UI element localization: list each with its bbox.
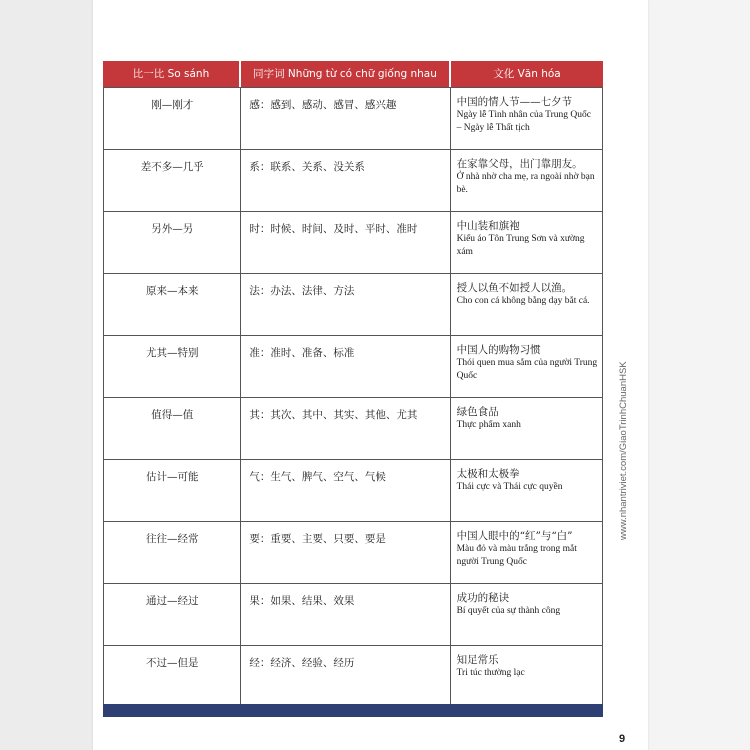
compare-cell: 差不多—几乎 xyxy=(104,150,241,211)
culture-cell xyxy=(451,88,602,149)
compare-cell: 往往—经常 xyxy=(104,522,241,583)
footer-bar xyxy=(103,704,603,717)
culture-cell xyxy=(451,584,602,645)
table-row xyxy=(104,149,602,211)
words-cell: 法：办法、法律、方法 xyxy=(241,274,450,335)
culture-vn: Kiểu áo Tôn Trung Sơn và xường xám xyxy=(456,234,585,257)
culture-cell xyxy=(451,646,602,707)
compare-cell: 通过—经过 xyxy=(104,584,241,645)
culture-vn: Bí quyết của sự thành công xyxy=(456,606,561,616)
culture-cn: 中国人眼中的“红”与“白” xyxy=(456,530,573,542)
culture-cn: 知足常乐 xyxy=(456,654,499,666)
culture-cn: 太极和太极拳 xyxy=(456,468,520,480)
words-cell: 其：其次、其中、其实、其他、尤其 xyxy=(241,398,450,459)
words-cell: 时：时候、时间、及时、平时、准时 xyxy=(241,212,450,273)
compare-cell: 另外—另 xyxy=(104,212,241,273)
words-cell: 经：经济、经验、经历 xyxy=(241,646,450,707)
culture-cn: 中山装和旗袍 xyxy=(456,220,520,232)
culture-cn: 授人以鱼不如授人以渔。 xyxy=(456,282,573,294)
culture-vn: Màu đỏ và màu trắng trong mắt người Trung Quốc xyxy=(456,544,577,567)
table-row xyxy=(104,645,602,707)
compare-cell: 估计—可能 xyxy=(104,460,241,521)
table-row xyxy=(104,273,602,335)
culture-cn: 在家靠父母，出门靠朋友。 xyxy=(456,158,583,170)
compare-cell: 不过—但是 xyxy=(104,646,241,707)
page-edge xyxy=(648,0,750,750)
book-page xyxy=(93,0,648,750)
words-cell: 感：感到、感动、感冒、感兴趣 xyxy=(241,88,450,149)
table-body xyxy=(103,87,603,708)
compare-cell: 刚—刚才 xyxy=(104,88,241,149)
vocab-table xyxy=(103,61,603,708)
culture-vn: Cho con cá không bằng dạy bắt cá. xyxy=(456,296,590,306)
culture-vn: Ngày lễ Tình nhân của Trung Quốc – Ngày lễ Thất tịch xyxy=(456,110,591,133)
culture-vn: Thái cực và Thái cực quyền xyxy=(456,482,563,492)
header-compare: 比一比 So sánh xyxy=(103,61,239,87)
words-cell: 气：生气、脾气、空气、气候 xyxy=(241,460,450,521)
compare-cell: 尤其—特别 xyxy=(104,336,241,397)
table-row xyxy=(104,335,602,397)
header-culture: 文化 Văn hóa xyxy=(451,61,603,87)
table-row xyxy=(104,521,602,583)
culture-cell xyxy=(451,212,602,273)
culture-cell xyxy=(451,150,602,211)
culture-cell xyxy=(451,398,602,459)
compare-cell: 值得—值 xyxy=(104,398,241,459)
culture-vn: Thói quen mua sắm của người Trung Quốc xyxy=(456,358,598,381)
words-cell: 果：如果、结果、效果 xyxy=(241,584,450,645)
table-header xyxy=(103,61,603,87)
culture-vn: Tri túc thường lạc xyxy=(456,668,525,678)
culture-cell xyxy=(451,274,602,335)
culture-vn: Thực phẩm xanh xyxy=(456,420,521,430)
words-cell: 要：重要、主要、只要、要是 xyxy=(241,522,450,583)
words-cell: 准：准时、准备、标准 xyxy=(241,336,450,397)
table-row xyxy=(104,583,602,645)
compare-cell: 原来—本来 xyxy=(104,274,241,335)
side-url-text: www.nhantriviet.com/GiaoTrinhChuanHSK xyxy=(618,361,629,540)
culture-cell xyxy=(451,460,602,521)
culture-cn: 中国的情人节——七夕节 xyxy=(456,96,573,108)
page-number: 9 xyxy=(619,733,626,745)
culture-cell xyxy=(451,522,602,583)
words-cell: 系：联系、关系、没关系 xyxy=(241,150,450,211)
table-row xyxy=(104,211,602,273)
culture-cn: 成功的秘诀 xyxy=(456,592,510,604)
culture-vn: Ở nhà nhờ cha mẹ, ra ngoài nhờ bạn bè. xyxy=(456,172,595,195)
culture-cn: 中国人的购物习惯 xyxy=(456,344,541,356)
table-row xyxy=(104,87,602,149)
culture-cell xyxy=(451,336,602,397)
culture-cn: 绿色食品 xyxy=(456,406,499,418)
header-words: 同字词 Những từ có chữ giống nhau xyxy=(241,61,449,87)
table-row xyxy=(104,397,602,459)
table-row xyxy=(104,459,602,521)
